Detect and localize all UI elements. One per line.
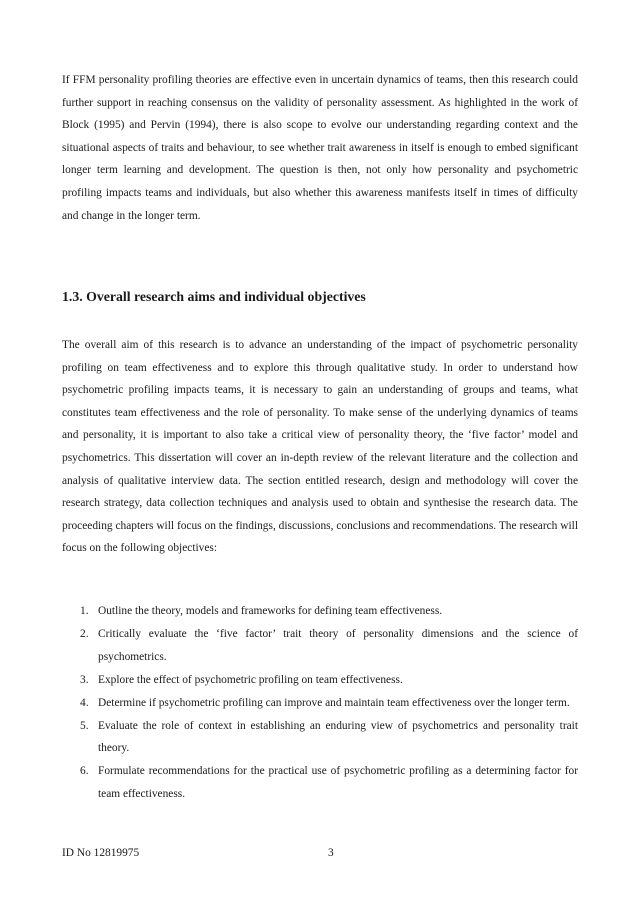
objective-text: Critically evaluate the ‘five factor’ trait theory of personality dimensions and the science of psychometrics. (98, 627, 578, 663)
objective-text: Explore the effect of psychometric profiling on team effectiveness. (98, 673, 403, 686)
footer-page-number: 3 (328, 847, 334, 859)
objective-text: Evaluate the role of context in establishing an enduring view of psychometrics and personality trait theory. (98, 719, 578, 755)
objective-text: Outline the theory, models and frameworks for defining team effectiveness. (98, 605, 443, 617)
aims-paragraph: The overall aim of this research is to advance an understanding of the impact of psychometric personality profiling on team effectiveness and to explore this through qualitative study. In order to understand how psychometric profiling impacts teams, it is necessary to gain an understanding of groups and teams, what constitutes team effectiveness and the role of personality. To make sense of the underlying dynamics of teams and personality, it is important to also take a critical view of personality theory, the ‘five factor’ model and psychometrics. This dissertation will cover an in-depth review of the relevant literature and the collection and analysis of qualitative interview data. The section entitled research, design and methodology will cover the research strategy, data collection techniques and analysis used to obtain and synthesise the research data. The proceeding chapters will focus on the findings, discussions, conclusions and recommendations. The research will focus on the following objectives: (62, 339, 578, 555)
objective-number: 1. (80, 605, 89, 617)
objective-text: Formulate recommendations for the practical use of psychometric profiling as a determining factor for team effectiveness. (98, 765, 578, 800)
objective-item (62, 715, 578, 760)
objectives-list (62, 600, 578, 806)
objective-number: 5. (80, 719, 89, 732)
objective-item (62, 669, 578, 692)
objective-item (62, 692, 578, 715)
objective-number: 4. (80, 696, 89, 709)
objective-item (62, 623, 578, 668)
objective-number: 2. (80, 627, 89, 640)
footer-student-id: ID No 12819975 (62, 847, 140, 859)
section-heading: 1.3. Overall research aims and individual objectives (62, 289, 366, 304)
objective-text: Determine if psychometric profiling can improve and maintain team effectiveness over the longer term. (98, 696, 570, 709)
objective-number: 6. (80, 765, 89, 778)
objective-item (62, 760, 578, 805)
objective-item (62, 600, 578, 623)
intro-paragraph: If FFM personality profiling theories are effective even in uncertain dynamics of teams, then this research could further support in reaching consensus on the validity of personality assessment. As highlighted in the work of Block (1995) and Pervin (1994), there is also scope to evolve our understanding regarding context and the situational aspects of traits and behaviour, to see whether trait awareness in itself is enough to embed significant longer term learning and development. The question is then, not only how personality and psychometric profiling impacts teams and individuals, but also whether this awareness manifests itself in times of difficulty and change in the longer term. (62, 74, 578, 222)
objective-number: 3. (80, 673, 89, 686)
